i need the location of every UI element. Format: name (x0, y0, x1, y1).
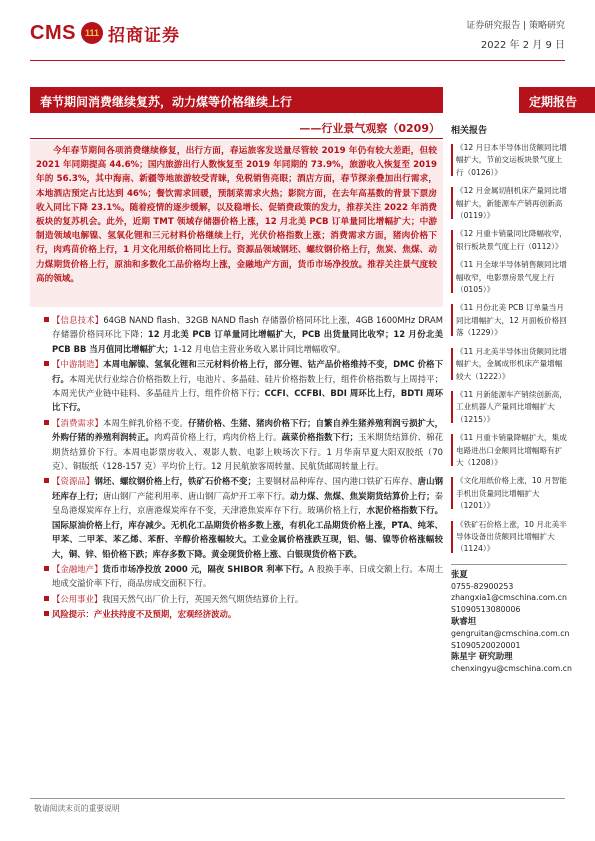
bullet-tag: 【公用事业】 (52, 593, 103, 604)
bullet-utilities (44, 592, 443, 606)
bullet-tag: 【消费需求】 (52, 417, 104, 428)
report-marker-icon (451, 391, 453, 423)
analyst-cert: S1090520020001 (451, 640, 521, 650)
bullet-text: 秦皇岛港煤炭库存上行，京唐港煤炭库存不变，天津港焦炭库存下行。玻璃价格上行， (52, 490, 444, 516)
related-report-title: 《11 月全球半导体销售额同比增幅收窄，电影票房景气度上行（0105）》 (456, 260, 567, 295)
related-reports-heading: 相关报告 (451, 126, 488, 136)
analyst-name: 张夏 (451, 568, 468, 579)
related-reports-list (451, 142, 567, 556)
bullet-bold-text: 水泥价格指数下行。国际原油价格上行，库存减少。无机化工品期货价格多数上涨，有机化工品期货价格上涨，PTA、纯苯、甲苯、二甲苯、苯乙烯、苯酐、辛醇价格涨幅较大。工业金属价格涨跌互现，铝、锡、镍等价格涨幅较大，铜、锌、铅价格下跌；库存多数下降。黄金现货价格上涨、白银现货价格下跌。 (52, 505, 444, 559)
analyst-email[interactable]: zhangxia1@cmschina.com.cn (451, 593, 567, 603)
bullet-tag: 【中游制造】 (52, 359, 104, 370)
bullet-bold-text: 货币市场净投放 2000 元，隔夜 SHIBOR 利率下行。 (102, 563, 309, 574)
analyst-contact (451, 651, 572, 675)
header-divider (30, 60, 565, 61)
bullet-bold-text: 本周电解镍、氢氧化锂和三元材料价格上行，部分锂、钴产品价格维持不变，DMC 价格下行。 (52, 359, 443, 384)
bullet-text: A 股换手率、日成交额上行。本周土地成交溢价率下行，商品房成交面积下行。 (52, 563, 444, 589)
sidebar (451, 123, 572, 675)
analyst-name: 陈星宇 研究助理 (451, 651, 513, 662)
related-report-title: 《11 月份北美 PCB 订单量当月同比增幅扩大，12 月面板价格回落（1229）》 (456, 303, 567, 338)
related-report-link[interactable] (451, 389, 567, 426)
bullet-text: 肉鸡苗价格上行，鸡肉价格上行。 (154, 432, 282, 443)
related-report-link[interactable] (451, 302, 567, 339)
bullet-text: 本周光伏行业综合价格指数上行，电池片、多晶硅、硅片价格指数上行，组件价格指数与上周持平；本周光伏产业链中硅料、多晶硅片上行，组件价格下行； (52, 373, 444, 399)
bullet-tag: 【信息技术】 (52, 315, 104, 325)
report-marker-icon (451, 521, 453, 553)
page-title: 春节期间消费继续复苏，动力煤等价格继续上行 (30, 87, 443, 113)
bullet-square-icon (44, 611, 49, 616)
footer-disclaimer: 敬请阅读末页的重要说明 (34, 804, 120, 813)
bullet-text: 我国天然气出厂价上行，英国天然气期货结算价上行。 (102, 593, 304, 604)
bullet-bold-text: 仔猪价格、生猪、猪肉价格下行；自繁自养生猪养殖利润亏损扩大，外购仔猪的养殖利润转正。 (52, 417, 444, 443)
logo-seal-icon: 111 (81, 22, 103, 44)
bullet-text: 唐山钢厂产能利用率、唐山钢厂高炉开工率下行。 (102, 490, 291, 501)
summary-box: 今年春节期间各项消费继续修复，出行方面，春运旅客发送量尽管较 2019 年仍有较大差距，但较 2021 年同期提高 44.6%；国内旅游出行人数恢复至 2019 年同期的 73.9%，旅游收入恢复至 2019 年的 56.3%，其中海南、新疆等地旅游较受青睐，免税销售亮眼；酒店方面，春节探亲叠加出行需求，本地酒店预定占比达到 46%；餐饮需求回暖，预制菜需求火热；影院方面，在去年高基数的背景下票房收入同比下降 23.1%。随着疫情的逐步缓解，以及稳增长、促销费政策的发力，推荐关注 2022 年消费板块的复苏机会。此外，近期 TMT 领域存储器价格上涨，12 月北美 PCB 订单量同比增幅扩大；中游制造领域电解镍、氢氧化锂和三元材料价格继续上行，光伏价格指数上涨；消费需求方面，猪肉价格下行，肉鸡苗价格上行，1 月文化用纸价格同比上行。资源品领域钢坯、螺纹钢价格上行，焦炭、焦煤、动力煤期货价格上行，原油和多数化工品价格均上涨，金融地产方面，货币市场净投放。推荐关注景气度较高的领域。 (30, 141, 443, 307)
report-marker-icon (451, 434, 453, 466)
bullet-text: 1-12 月电信主营业务收入累计同比增幅收窄。 (173, 343, 346, 354)
bullet-square-icon (44, 478, 49, 483)
report-marker-icon (451, 348, 453, 380)
related-report-title: 《文化用纸价格上涨，10 月智能手机出货量同比增幅扩大（1201）》 (456, 476, 567, 511)
bullet-finance (44, 562, 443, 591)
related-report-title: 《12 月重卡销量同比降幅收窄，银行板块景气度上行（0112）》 (456, 229, 567, 251)
bullet-square-icon (44, 596, 49, 601)
bullet-bold-text: CCFI、CCFBI、BDI 周环比上行，BDTI 周环比下行。 (52, 388, 444, 413)
bullet-square-icon (44, 317, 49, 322)
analyst-email[interactable]: chenxingyu@cmschina.com.cn (451, 664, 572, 674)
analyst-phone: 0755-82900253 (451, 581, 514, 591)
footer-divider (30, 798, 565, 799)
related-report-link[interactable] (451, 142, 567, 179)
bullet-bold-text: 钢坯、螺纹钢价格上行，铁矿石价格不变； (94, 476, 256, 487)
related-report-link[interactable] (451, 432, 567, 469)
related-report-link[interactable] (451, 519, 567, 556)
related-report-link[interactable] (451, 475, 567, 512)
report-badge: 定期报告 (519, 87, 595, 113)
report-marker-icon (451, 304, 453, 336)
analyst-name: 耿睿坦 (451, 615, 477, 626)
bullet-midstream (44, 357, 443, 415)
analyst-contact (451, 569, 567, 616)
report-date: 2022 年 2 月 9 日 (480, 40, 565, 51)
related-report-title: 《11 月重卡销量降幅扩大，集成电路进出口金额同比增幅略有扩大（1208）》 (456, 433, 567, 467)
bullet-tag: 【资源品】 (52, 476, 95, 487)
bullet-consumer (44, 416, 443, 474)
analyst-contact (451, 615, 570, 651)
related-report-link[interactable] (451, 259, 567, 296)
bullet-bold-text: 蔬菜价格指数下行； (281, 432, 358, 443)
bullet-text: 主要钢材品种库存、国内港口铁矿石库存、 (255, 476, 418, 487)
report-marker-icon (451, 144, 453, 176)
related-report-link[interactable] (451, 185, 567, 222)
bullet-text: 64GB NAND flash、32GB NAND flash 存储器价格同环比上涨，4GB 1600MHz DRAM 存储器价格同环比下降； (52, 315, 443, 340)
report-marker-icon (451, 187, 453, 219)
analyst-email[interactable]: gengruitan@cmschina.com.cn (451, 628, 570, 638)
report-marker-icon (451, 230, 453, 262)
logo-cn-text: 招商证券 (107, 25, 180, 46)
related-report-title: 《11 月北美半导体出货额同比增幅扩大，金属成形机床产量增幅较大（1222）》 (456, 346, 567, 381)
bullet-square-icon (44, 361, 49, 366)
report-type: 证券研究报告 | 策略研究 (466, 21, 565, 31)
report-marker-icon (451, 477, 453, 509)
bullet-tag: 【金融地产】 (52, 563, 103, 574)
related-report-link[interactable] (451, 346, 567, 383)
related-report-title: 《12 月金属切削机床产量同比增幅扩大，新能源车产销再创新高（0119）》 (456, 186, 567, 221)
bullet-square-icon (44, 420, 49, 425)
page-subtitle: ——行业景气观察（0209） (299, 122, 440, 135)
bullet-text: 玉米期货结算价、棉花期货结算价下行。本周电影票房收入、观影人数、电影上映场次下行。1 月华南早夏大阳双胶纸（70 克）、铜版纸（128-157 克）平均价上行。12 月民航旅客周转量、民航货邮周转量上行。 (52, 432, 444, 472)
related-report-link[interactable] (451, 228, 567, 253)
bullet-resources (44, 474, 443, 560)
subtitle-divider (30, 138, 443, 139)
bullet-bold-text: 唐山钢坯库存上行； (52, 476, 444, 501)
logo-cms-text: CMS (30, 21, 76, 44)
related-report-title: 《11 月新能源车产销续创新高，工业机器人产量同比增幅扩大（1215）》 (456, 389, 567, 424)
report-marker-icon (451, 261, 453, 293)
cms-logo (30, 20, 230, 46)
bullet-square-icon (44, 566, 49, 571)
related-report-title: 《12 月日本半导体出货额同比增幅扩大，节前交运板块景气度上行（0126）》 (456, 143, 567, 177)
bullet-bold-text: 12 月北美 PCB 订单量同比增幅扩大，PCB 出货量同比收窄；12 月份北美 PCB BB 当月值同比增幅扩大； (52, 329, 443, 354)
risk-warning: 风险提示：产业扶持度不及预期，宏观经济波动。 (52, 609, 237, 620)
related-report-title: 《铁矿石价格上涨，10 月北美半导体设备出货额同比增幅扩大（1124）》 (456, 519, 567, 554)
bullet-list (44, 313, 443, 623)
analyst-list (451, 568, 572, 675)
bullet-info-tech (44, 313, 443, 356)
bullet-text: 本周生鲜乳价格不变。 (103, 417, 189, 428)
bullet-risk (44, 607, 443, 621)
sidebar-divider (451, 564, 567, 565)
analyst-cert: S1090513080006 (451, 605, 521, 615)
bullet-bold-text: 动力煤、焦煤、焦炭期货结算价上行； (290, 490, 435, 501)
